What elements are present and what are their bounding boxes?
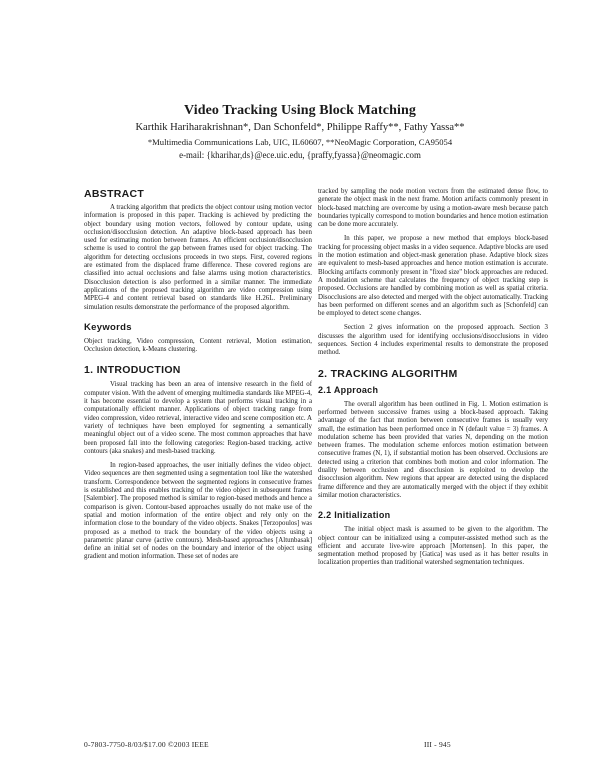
intro-paragraph-2: In region-based approaches, the user initially defines the video object. Video sequences are then segmented using a segmentation tool like the watershed transform. Correspondence between the segmented regions in consecutive frames is established and this enables tracking of the video object in subsequent frames [Salembier]. The proposed method is similar to region-based methods and hence a comparison is given. Contour-based approaches usually do not make use of the spatial and motion information of the entire object and rely only on the information close to the boundary of the video objects. Snakes [Terzopoulos] was proposed as a method to track the boundary of the video objects using a parametric planar curve (active contours). Mesh-based approaches [Altunbasak] define an initial set of nodes on the boundary and interior of the object using gradient and motion information. These set of nodes are xyxy=(84,462,312,561)
intro-paragraph-5: Section 2 gives information on the proposed approach. Section 3 discusses the algorithm used for identifying occlusions/disocclusions in video sequences. Section 4 includes experimental results to demonstrate the proposed method. xyxy=(318,324,548,357)
intro-paragraph-4: In this paper, we propose a new method that employs block-based tracking for processing object masks in a video sequence. Adaptive blocks are used in the motion estimation and object-mask generation phase. Adaptive block sizes are equivalent to mesh-based approaches and hence motion estimation is accurate. Blocking artifacts commonly present in "fixed size" block approaches are reduced. A modulation scheme that calculates the frequency of object tracking step is proposed. Occlusions are handled by combining motion as well as spatial criteria. Disocclusions are also detected and merged with the object automatically. Tracking has been performed on different scenes and an algorithm such as [Schonfeld] can be employed to detect scene changes. xyxy=(318,235,548,318)
email-line: e-mail: {kharihar,ds}@ece.uic.edu, {praffy,fyassa}@neomagic.com xyxy=(179,150,421,160)
left-column xyxy=(84,188,312,568)
intro-heading: 1. INTRODUCTION xyxy=(84,364,181,377)
page-number: III - 945 xyxy=(424,740,451,749)
abstract-heading: ABSTRACT xyxy=(84,188,145,200)
author-list: Karthik Hariharakrishnan*, Dan Schonfeld*, Philippe Raffy**, Fathy Yassa** xyxy=(135,122,465,133)
abstract-text: A tracking algorithm that predicts the object contour using motion vector information is proposed in this paper. Tracking is achieved by predicting the object boundary using motion vectors, followed by contour update, using occlusion/disocclusion detection. An adaptive block-based approach has been used for estimating motion between frames. An efficient occlusion/disocclusion scheme is used to control the gap between frames used for object tracking. The algorithm for detecting occlusions proceeds in two steps. First, covered regions are estimated from the displaced frame difference. These covered regions are classified into actual occlusions and false alarms using motion characteristics. Disocclusion detection is also performed in a similar manner. The immediate applications of the proposed tracking algorithm are video compression using MPEG-4 and content retrieval based on standards like H.26L. Preliminary simulation results demonstrate the performance of the proposed algorithm. xyxy=(84,204,312,311)
keywords-text: Object tracking, Video compression, Content retrieval, Motion estimation, Occlusion detection, k-Means clustering. xyxy=(84,337,312,354)
intro-paragraph-3: tracked by sampling the node motion vectors from the estimated dense flow, to generate the object mask in the next frame. Motion artifacts commonly present in block-based matching are overcome by using a motion-aware mesh because patch boundaries typically correspond to motion boundaries and hence motion estimation can be done more accurately. xyxy=(318,188,548,229)
intro-paragraph-1: Visual tracking has been an area of intensive research in the field of computer vision. With the advent of emerging multimedia standards like MPEG-4, it has become essential to develop a system that performs visual tracking in a computationally efficient manner. Applications of object tracking range from video compression, video retrieval, interactive video and scene composition etc. A variety of techniques have been employed for segmenting a semantically meaningful object out of a video scene. The most common approaches that have been proposed fall into the following categories: Region-based tracking, active contours (aka snakes) and mesh-based tracking. xyxy=(84,381,312,455)
copyright-footer: 0-7803-7750-8/03/$17.00 ©2003 IEEE xyxy=(84,740,209,749)
section2-1-heading: 2.1 Approach xyxy=(318,384,379,395)
paper-title: Video Tracking Using Block Matching xyxy=(184,103,416,118)
section2-2-text: The initial object mask is assumed to be given to the algorithm. The object contour can be initialized using a computer-assisted method such as the efficient and accurate live-wire approach [Mortensen]. In this paper, the segmentation method proposed by [Gatica] was used as it has better results in localization properties than traditional watershed segmentation techniques. xyxy=(318,526,548,567)
right-column xyxy=(318,188,548,574)
section2-heading: 2. TRACKING ALGORITHM xyxy=(318,367,458,380)
section2-1-text: The overall algorithm has been outlined in Fig. 1. Motion estimation is performed between successive frames using a block-based approach. Taking advantage of the fact that motion between consecutive frames is usually very small, the estimation has been performed once in N (default value = 3) frames. A modulation scheme has been provided that varies N, depending on the motion between frames. The modulation scheme enforces motion estimation between consecutive frames (N, 1), if substantial motion has been observed. Occlusions are detected using a criterion that combines both motion and color information. The duality between occlusion and disocclusion is exploited to develop the disocclusion algorithm. New regions that appear are detected using the displaced frame difference and they are automatically merged with the object if they exhibit similar motion characteristics. xyxy=(318,400,548,499)
affiliation: *Multimedia Communications Lab, UIC, IL60607, **NeoMagic Corporation, CA95054 xyxy=(147,137,453,147)
keywords-heading: Keywords xyxy=(84,321,132,333)
section2-2-heading: 2.2 Initialization xyxy=(318,510,391,521)
